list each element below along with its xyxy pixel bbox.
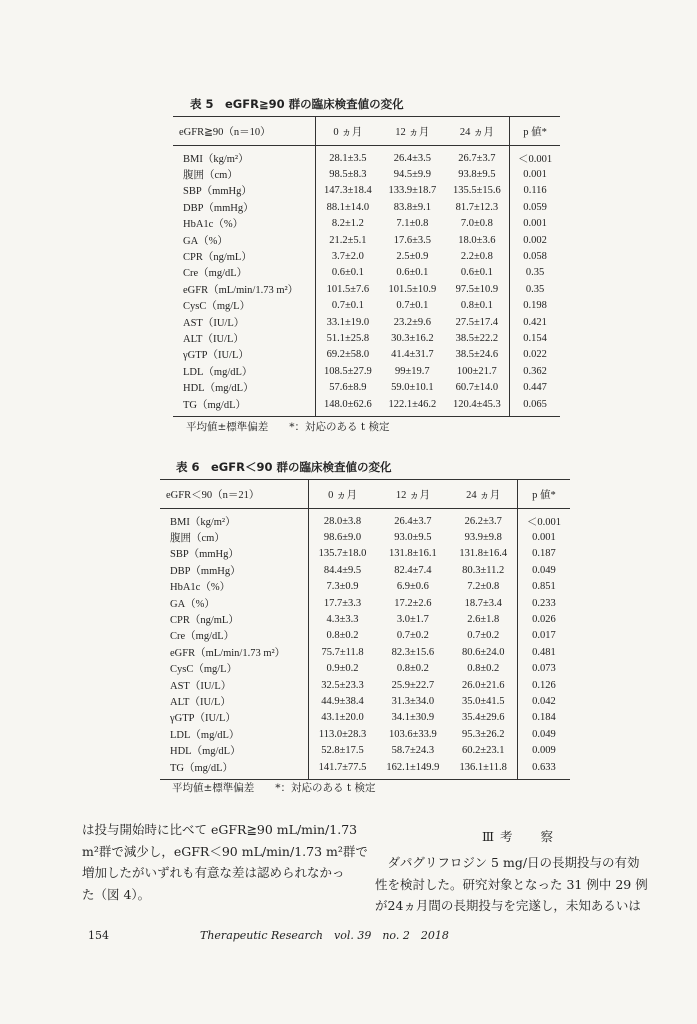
table-row [160, 611, 570, 627]
row-label: ALT（IU/L） [183, 333, 244, 345]
table-row [173, 396, 560, 417]
table-cell: 69.2±58.0 [315, 347, 380, 363]
table-cell: 26.7±3.7 [458, 152, 496, 164]
row-label: Cre（mg/dL） [170, 631, 235, 643]
table-row [160, 677, 570, 693]
table5-col-header: 12 ヵ月 [380, 117, 445, 146]
row-label: BMI（kg/m²） [183, 153, 249, 165]
table-cell: 108.5±27.9 [315, 363, 380, 379]
table-row [160, 644, 570, 660]
table-cell: 23.2±9.6 [393, 316, 431, 328]
table5-note: 平均値±標準偏差 *：対応のある t 検定 [186, 421, 390, 433]
row-label: CysC（mg/L） [183, 301, 251, 313]
table-cell: 0.116 [510, 183, 560, 199]
row-label: HDL（mg/dL） [170, 746, 241, 758]
text-line: が24ヵ月間の長期投与を完遂し，未知あるいは [375, 898, 641, 913]
table-row [173, 232, 560, 248]
table-cell: 43.1±20.0 [308, 710, 376, 726]
table-cell: 0.7±0.2 [396, 630, 429, 642]
table-row [160, 628, 570, 644]
table-cell: 58.7±24.3 [391, 745, 435, 757]
table6-body [160, 509, 570, 780]
row-label: BMI（kg/m²） [170, 516, 236, 528]
row-label: Cre（mg/dL） [183, 268, 248, 280]
table-cell: 80.6±24.0 [461, 646, 505, 658]
row-label: HbA1c（%） [183, 219, 244, 231]
table-cell: 0.026 [517, 611, 570, 627]
row-label: eGFR（mL/min/1.73 m²） [170, 647, 286, 659]
table-cell: 0.002 [510, 232, 560, 248]
table-cell: 80.3±11.2 [462, 564, 505, 576]
table-cell: 28.0±3.8 [308, 509, 376, 530]
row-label: LDL（mg/dL） [183, 366, 253, 378]
table-cell: 0.8±0.2 [308, 628, 376, 644]
row-label: CPR（ng/mL） [183, 252, 252, 264]
table-cell: 99±19.7 [395, 365, 430, 377]
table-row [173, 379, 560, 395]
table-cell: 0.7±0.1 [396, 300, 429, 312]
row-label: 腹囲（cm） [183, 170, 238, 182]
table-cell: 0.8±0.1 [460, 300, 493, 312]
section-heading: Ⅲ 考 察 [482, 829, 555, 844]
table-cell: 25.9±22.7 [391, 679, 435, 691]
text-line: m²群で減少し，eGFR＜90 mL/min/1.73 m²群で [82, 843, 368, 859]
table-cell: ＜0.001 [510, 146, 560, 167]
table-cell: 52.8±17.5 [308, 742, 376, 758]
table-row [160, 579, 570, 595]
table-cell: 0.447 [510, 379, 560, 395]
table-cell: 147.3±18.4 [315, 183, 380, 199]
table-row [160, 759, 570, 780]
table-cell: 0.022 [510, 347, 560, 363]
row-label: AST（IU/L） [170, 680, 232, 692]
text-line: た（図 4）。 [82, 886, 151, 902]
page-number: 154 [88, 929, 109, 942]
table-cell: 7.0±0.8 [460, 218, 493, 230]
table-row [173, 314, 560, 330]
table-row [160, 546, 570, 562]
table-cell: 82.4±7.4 [394, 564, 432, 576]
table-cell: 94.5±9.9 [393, 169, 431, 181]
table-row [160, 726, 570, 742]
table-cell: 0.35 [510, 265, 560, 281]
text-line: ダパグリフロジン 5 mg/日の長期投与の有効 [387, 855, 640, 870]
table-cell: 0.6±0.1 [315, 265, 380, 281]
table-cell: 84.4±9.5 [308, 562, 376, 578]
table5-col-header: 0 ヵ月 [315, 117, 380, 146]
text-line: 性を検討した。研究対象となった 31 例中 29 例 [375, 876, 648, 892]
table-cell: 131.8±16.1 [389, 548, 437, 560]
table-cell: 32.5±23.3 [308, 677, 376, 693]
table-cell: 7.1±0.8 [396, 218, 429, 230]
table-cell: 81.7±12.3 [455, 201, 499, 213]
table5-col-header: 24 ヵ月 [445, 117, 510, 146]
table-row [173, 363, 560, 379]
row-label: eGFR（mL/min/1.73 m²） [183, 284, 299, 296]
table-cell: 97.5±10.9 [455, 283, 499, 295]
row-label: HbA1c（%） [170, 582, 231, 594]
table-cell: 136.1±11.8 [450, 759, 518, 780]
table-cell: 59.0±10.1 [391, 382, 434, 394]
table-cell: 0.058 [510, 248, 560, 264]
row-label: CPR（ng/mL） [170, 615, 239, 627]
table-cell: 0.6±0.1 [460, 267, 493, 279]
table-cell: 26.0±21.6 [461, 679, 505, 691]
table-cell: 0.421 [510, 314, 560, 330]
table-cell: 21.2±5.1 [315, 232, 380, 248]
row-label: TG（mg/dL） [160, 759, 308, 780]
table-cell: 148.0±62.6 [315, 396, 380, 417]
table-cell: 18.0±3.6 [458, 234, 496, 246]
table-cell: 17.7±3.3 [308, 595, 376, 611]
table-cell: 93.0±9.5 [394, 532, 432, 544]
table-cell: 26.2±3.7 [464, 515, 502, 527]
table-cell: 7.3±0.9 [308, 579, 376, 595]
row-label: DBP（mmHg） [183, 202, 254, 214]
table-cell: 0.042 [517, 693, 570, 709]
table6-col-header: p 値* [517, 480, 570, 509]
table-cell: 0.9±0.2 [308, 661, 376, 677]
table6-col-header: 0 ヵ月 [308, 480, 376, 509]
table-row [173, 330, 560, 346]
row-label: TG（mg/dL） [173, 396, 315, 417]
table-cell: 88.1±14.0 [315, 199, 380, 215]
table-cell: 4.3±3.3 [308, 611, 376, 627]
table5-col-header: eGFR≧90（n＝10） [173, 117, 315, 146]
table-cell: 0.001 [510, 216, 560, 232]
table-cell: 103.6±33.9 [389, 728, 437, 740]
table6-header [160, 480, 570, 509]
table6-col-header: 24 ヵ月 [450, 480, 518, 509]
table-cell: 135.5±15.6 [452, 185, 501, 197]
table5-header [173, 117, 560, 146]
table-row [173, 216, 560, 232]
table-cell: 93.9±9.8 [464, 532, 502, 544]
text-line: は投与開始時に比べて eGFR≧90 mL/min/1.73 [82, 822, 358, 837]
table-cell: 0.851 [517, 579, 570, 595]
table-cell: 131.8±16.4 [459, 548, 508, 560]
table-cell: 0.8±0.2 [467, 663, 500, 675]
table-cell: 41.4±31.7 [391, 349, 434, 361]
table-cell: 0.126 [517, 677, 570, 693]
row-label: ALT（IU/L） [170, 696, 231, 708]
table-cell: 2.2±0.8 [460, 251, 493, 263]
table-cell: 27.5±17.4 [455, 316, 499, 328]
table-cell: 122.1±46.2 [380, 396, 445, 417]
table6 [160, 479, 570, 780]
table-cell: 2.6±1.8 [467, 614, 500, 626]
table-cell: 75.7±11.8 [308, 644, 376, 660]
table-row [160, 509, 570, 530]
table-cell: 101.5±10.9 [388, 283, 437, 295]
table-cell: 35.4±29.6 [461, 712, 505, 724]
table-row [173, 298, 560, 314]
table-cell: 26.4±3.5 [393, 152, 431, 164]
table-row [173, 183, 560, 199]
table-cell: 0.017 [517, 628, 570, 644]
table-cell: 0.001 [517, 529, 570, 545]
table-cell: 101.5±7.6 [315, 281, 380, 297]
table-cell: 0.35 [510, 281, 560, 297]
table-cell: 51.1±25.8 [315, 330, 380, 346]
table-cell: 113.0±28.3 [308, 726, 376, 742]
table-cell: 38.5±22.2 [455, 332, 499, 344]
table-cell: 18.7±3.4 [464, 597, 502, 609]
table-cell: 17.6±3.5 [393, 234, 431, 246]
table-row [173, 347, 560, 363]
table-row [173, 248, 560, 264]
row-label: GA（%） [183, 235, 228, 247]
table-cell: ＜0.001 [517, 509, 570, 530]
table-row [173, 281, 560, 297]
table-cell: 0.187 [517, 546, 570, 562]
table-cell: 0.154 [510, 330, 560, 346]
row-label: DBP（mmHg） [170, 565, 241, 577]
table-cell: 0.198 [510, 298, 560, 314]
table-cell: 60.7±14.0 [455, 382, 499, 394]
table-cell: 95.3±26.2 [461, 728, 505, 740]
table-cell: 26.4±3.7 [394, 515, 432, 527]
table-cell: 3.0±1.7 [396, 614, 429, 626]
table-cell: 34.1±30.9 [391, 712, 435, 724]
table-cell: 120.4±45.3 [445, 396, 510, 417]
row-label: SBP（mmHg） [170, 549, 239, 561]
page-footer [88, 927, 449, 943]
table-cell: 0.073 [517, 661, 570, 677]
table6-note: 平均値±標準偏差 *：対応のある t 検定 [172, 782, 376, 794]
table-cell: 31.3±34.0 [391, 695, 435, 707]
table-cell: 33.1±19.0 [315, 314, 380, 330]
row-label: γGTP（IU/L） [183, 350, 249, 362]
table-row [173, 199, 560, 215]
table-cell: 100±21.7 [456, 365, 497, 377]
table5 [173, 116, 560, 417]
table-row [160, 595, 570, 611]
table-row [173, 146, 560, 167]
table-cell: 135.7±18.0 [308, 546, 376, 562]
row-label: LDL（mg/dL） [170, 729, 240, 741]
table-cell: 7.2±0.8 [467, 581, 500, 593]
table-cell: 0.8±0.2 [396, 663, 429, 675]
table-row [160, 562, 570, 578]
journal-info: Therapeutic Research vol. 39 no. 2 2018 [200, 929, 449, 942]
table-cell: 93.8±9.5 [458, 169, 496, 181]
table6-col-header: eGFR＜90（n＝21） [160, 480, 308, 509]
table-cell: 0.7±0.2 [467, 630, 500, 642]
table-cell: 8.2±1.2 [315, 216, 380, 232]
table-cell: 133.9±18.7 [388, 185, 437, 197]
table-cell: 141.7±77.5 [308, 759, 376, 780]
table-row [160, 529, 570, 545]
table-cell: 0.7±0.1 [315, 298, 380, 314]
table-cell: 0.184 [517, 710, 570, 726]
table-cell: 35.0±41.5 [461, 695, 505, 707]
table-cell: 0.6±0.1 [396, 267, 429, 279]
table-cell: 0.009 [517, 742, 570, 758]
table-cell: 0.001 [510, 166, 560, 182]
table-cell: 0.481 [517, 644, 570, 660]
table-cell: 98.6±9.0 [308, 529, 376, 545]
table-cell: 0.059 [510, 199, 560, 215]
body-left-column [82, 819, 368, 905]
row-label: SBP（mmHg） [183, 186, 252, 198]
table-row [173, 265, 560, 281]
row-label: CysC（mg/L） [170, 664, 238, 676]
table-cell: 17.2±2.6 [394, 597, 432, 609]
table5-caption: 表 5 eGFR≧90 群の臨床検査値の変化 [190, 97, 404, 111]
table-row [160, 710, 570, 726]
table-cell: 57.6±8.9 [315, 379, 380, 395]
table-cell: 83.8±9.1 [393, 201, 431, 213]
row-label: GA（%） [170, 598, 215, 610]
table-cell: 3.7±2.0 [315, 248, 380, 264]
table-cell: 0.633 [517, 759, 570, 780]
table6-caption: 表 6 eGFR＜90 群の臨床検査値の変化 [176, 460, 392, 474]
table-row [160, 742, 570, 758]
table-cell: 0.049 [517, 726, 570, 742]
table-cell: 28.1±3.5 [315, 146, 380, 167]
table-cell: 2.5±0.9 [396, 251, 429, 263]
row-label: HDL（mg/dL） [183, 383, 254, 395]
table-cell: 98.5±8.3 [315, 166, 380, 182]
table-row [160, 661, 570, 677]
table-cell: 44.9±38.4 [308, 693, 376, 709]
table-cell: 0.049 [517, 562, 570, 578]
table-cell: 38.5±24.6 [455, 349, 499, 361]
table6-col-header: 12 ヵ月 [376, 480, 449, 509]
text-line: 増加したがいずれも有意な差は認められなかっ [82, 865, 345, 880]
table5-body [173, 146, 560, 417]
table-cell: 0.065 [510, 396, 560, 417]
table-row [173, 166, 560, 182]
table-cell: 6.9±0.6 [396, 581, 429, 593]
table5-col-header: p 値* [510, 117, 560, 146]
body-right-column [375, 852, 648, 917]
table-cell: 0.233 [517, 595, 570, 611]
row-label: AST（IU/L） [183, 317, 245, 329]
table-cell: 0.362 [510, 363, 560, 379]
row-label: 腹囲（cm） [170, 533, 225, 545]
table-cell: 82.3±15.6 [391, 646, 435, 658]
table-row [160, 693, 570, 709]
table-cell: 60.2±23.1 [461, 745, 505, 757]
row-label: γGTP（IU/L） [170, 713, 236, 725]
table-cell: 162.1±149.9 [376, 759, 449, 780]
table-cell: 30.3±16.2 [391, 332, 434, 344]
